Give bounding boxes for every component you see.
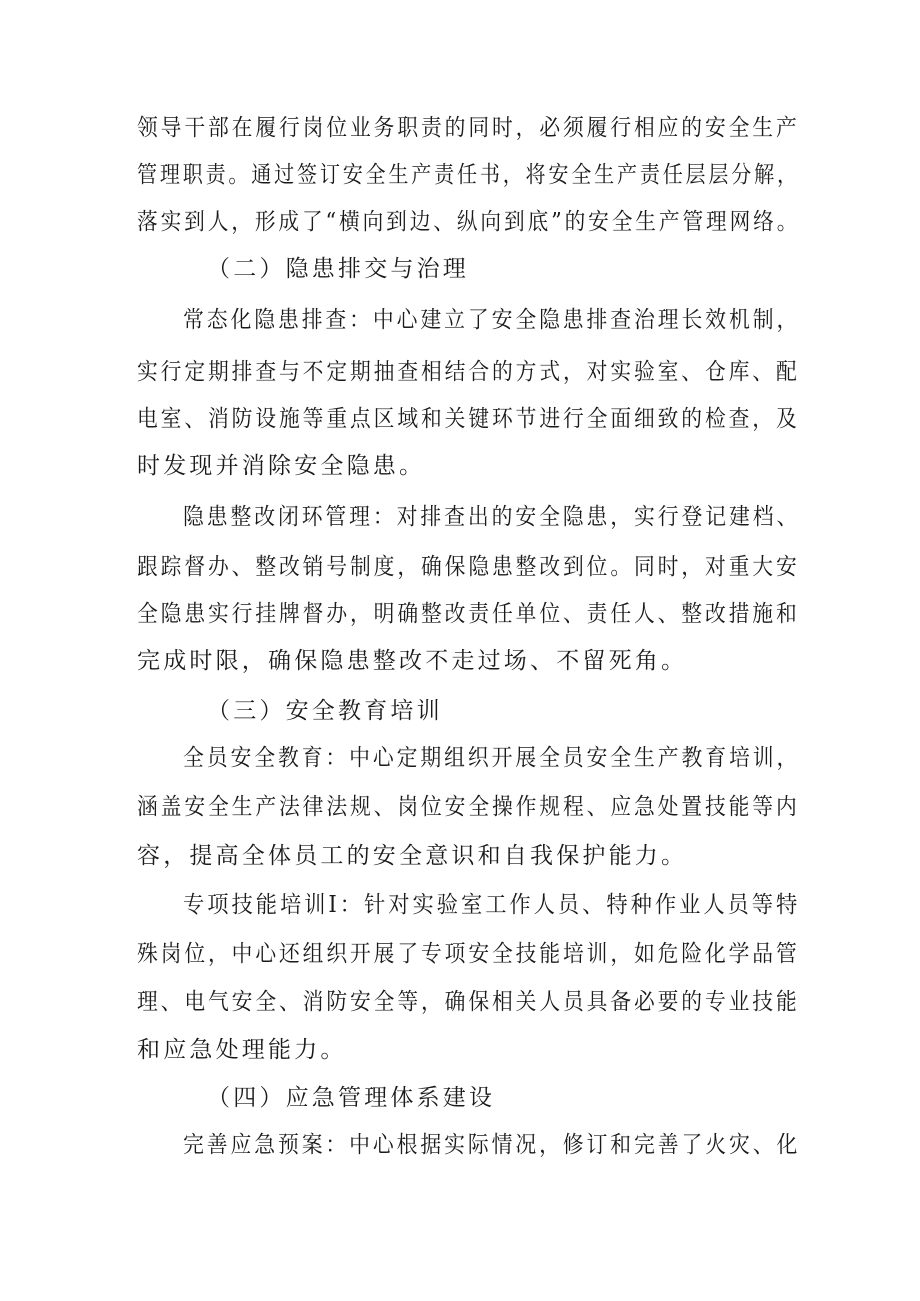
text-line: 殊岗位，中心还组织开展了专项安全技能培训，如危险化学品管 <box>137 941 800 967</box>
text-line: 时发现并消除安全隐患。 <box>137 453 426 479</box>
paragraph-first-line: 全员安全教育：中心定期组织开展全员安全生产教育培训， <box>183 745 801 771</box>
paragraph-first-line: 隐患整改闭环管理：对排查出的安全隐患，实行登记建档、 <box>183 504 801 530</box>
text-line: 容，提高全体员工的安全意识和自我保护能力。 <box>137 843 688 869</box>
section-heading: （二）隐患排交与治理 <box>207 256 469 282</box>
paragraph-first-line: 完善应急预案：中心根据实际情况，修订和完善了火灾、化 <box>183 1132 801 1158</box>
text-line: 领导干部在履行岗位业务职责的同时，必须履行相应的安全生产 <box>137 115 800 141</box>
section-heading: （三）安全教育培训 <box>207 698 443 724</box>
section-heading: （四）应急管理体系建设 <box>207 1085 496 1111</box>
text-line: 全隐患实行挂牌督办，明确整改责任单位、责任人、整改措施和 <box>137 601 800 627</box>
text-line: 管理职责。通过签订安全生产责任书，将安全生产责任层层分解， <box>137 162 800 188</box>
text-line: 落实到人，形成了“横向到边、纵向到底”的安全生产管理网络。 <box>137 209 801 235</box>
text-line: 电室、消防设施等重点区域和关键环节进行全面细致的检查，及 <box>137 406 800 432</box>
text-line: 实行定期排查与不定期抽查相结合的方式，对实验室、仓库、配 <box>137 359 800 385</box>
paragraph-first-line: 常态化隐患排查：中心建立了安全隐患排查治理长效机制， <box>183 307 801 333</box>
text-line: 完成时限，确保隐患整改不走过场、不留死角。 <box>137 648 688 674</box>
text-line: 理、电气安全、消防安全等，确保相关人员具备必要的专业技能 <box>137 989 800 1015</box>
text-line: 和应急处理能力。 <box>137 1037 347 1063</box>
text-line: 涵盖安全生产法律法规、岗位安全操作规程、应急处置技能等内 <box>137 794 800 820</box>
paragraph-first-line: 专项技能培训Ⅰ：针对实验室工作人员、特种作业人员等特 <box>183 892 801 918</box>
text-line: 跟踪督办、整改销号制度，确保隐患整改到位。同时，对重大安 <box>137 554 800 580</box>
